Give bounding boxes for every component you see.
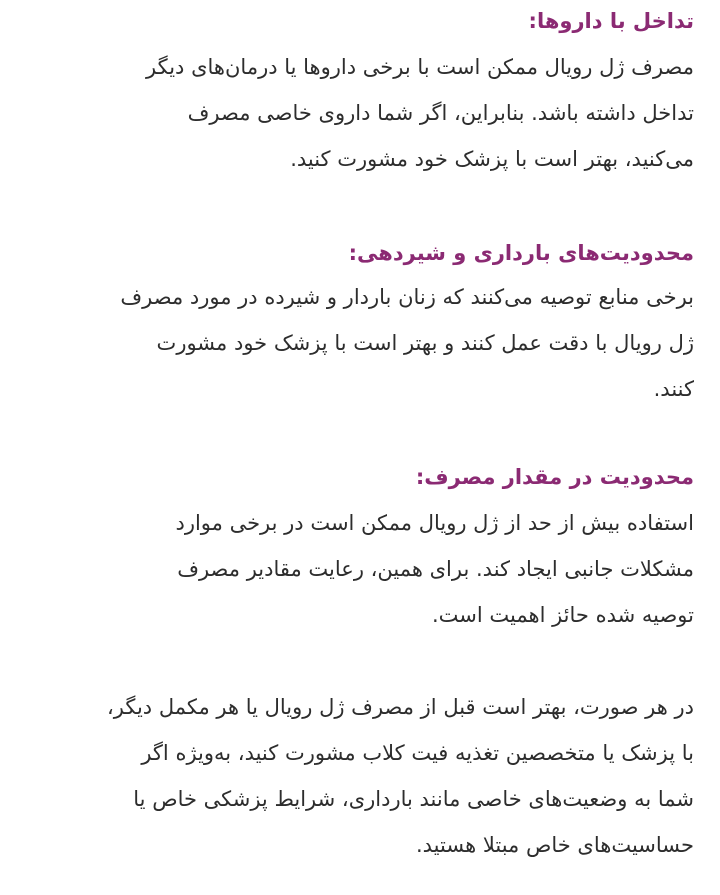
body-line: توصیه شده حائز اهمیت است. <box>432 603 694 627</box>
section-conclusion <box>40 684 694 868</box>
body-line: می‌کنید، بهتر است با پزشک خود مشورت کنید. <box>290 147 694 171</box>
section-pregnancy-limits <box>40 238 694 412</box>
section-heading: محدودیت‌های بارداری و شیردهی: <box>348 241 694 265</box>
section-body <box>40 500 694 638</box>
section-drug-interactions <box>40 6 694 182</box>
body-line: ژل رویال با دقت عمل کنند و بهتر است با پزشک خود مشورت <box>156 331 694 355</box>
body-line: شما به وضعیت‌های خاصی مانند بارداری، شرایط پزشکی خاص یا <box>133 787 694 811</box>
body-line: کنند. <box>653 377 694 401</box>
body-line: استفاده بیش از حد از ژل رویال ممکن است در برخی موارد <box>175 511 694 535</box>
section-heading: تداخل با داروها: <box>528 9 694 33</box>
body-line: با پزشک یا متخصصین تغذیه فیت کلاب مشورت کنید، به‌ویژه اگر <box>141 741 694 765</box>
body-line: تداخل داشته باشد. بنابراین، اگر شما داروی خاصی مصرف <box>187 101 694 125</box>
section-body <box>40 684 694 868</box>
body-line: مشکلات جانبی ایجاد کند. برای همین، رعایت مقادیر مصرف <box>177 557 694 581</box>
section-dosage-limits <box>40 462 694 638</box>
body-line: حساسیت‌های خاص مبتلا هستید. <box>415 833 694 857</box>
section-body <box>40 274 694 412</box>
body-line: مصرف ژل رویال ممکن است با برخی داروها یا درمان‌های دیگر <box>146 55 694 79</box>
section-body <box>40 44 694 182</box>
body-line: در هر صورت، بهتر است قبل از مصرف ژل رویال یا هر مکمل دیگر، <box>106 695 694 719</box>
body-line: برخی منابع توصیه می‌کنند که زنان باردار و شیرده در مورد مصرف <box>120 285 694 309</box>
section-heading: محدودیت در مقدار مصرف: <box>415 465 694 489</box>
